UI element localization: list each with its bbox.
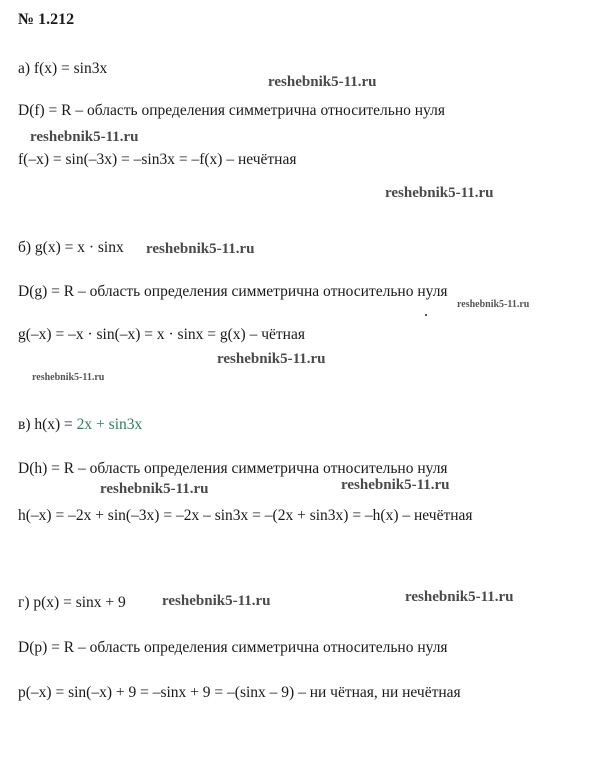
part-a-parity-check: f(–x) = sin(–3x) = –sin3x = –f(x) – нечётная (18, 151, 297, 168)
watermark: reshebnik5-11.ru (30, 129, 139, 145)
watermark: reshebnik5-11.ru (405, 589, 514, 605)
part-c-function-prefix: в) h(x) = (18, 416, 77, 433)
part-a-domain: D(f) = R – область определения симметрична относительно нуля (18, 102, 445, 119)
watermark: reshebnik5-11.ru (268, 74, 377, 90)
part-d-domain: D(p) = R – область определения симметрична относительно нуля (18, 639, 448, 656)
part-b-function: б) g(x) = x · sinx (18, 239, 124, 256)
watermark: reshebnik5-11.ru (341, 477, 450, 493)
watermark: reshebnik5-11.ru (146, 241, 255, 257)
part-b-domain: D(g) = R – область определения симметрична относительно нуля (18, 283, 448, 300)
part-a-function: а) f(x) = sin3x (18, 60, 108, 77)
problem-title: № 1.212 (18, 11, 75, 28)
part-b-parity-check: g(–x) = –x · sin(–x) = x · sinx = g(x) – чётная (18, 326, 305, 343)
stray-dot (425, 314, 427, 316)
part-d-parity-check: p(–x) = sin(–x) + 9 = –sinx + 9 = –(sinx – 9) – ни чётная, ни нечётная (18, 684, 461, 701)
part-c-function-highlight: 2x + sin3x (76, 416, 143, 433)
part-c-parity-check: h(–x) = –2x + sin(–3x) = –2x – sin3x = –(2x + sin3x) = –h(x) – нечётная (18, 507, 473, 524)
watermark: reshebnik5-11.ru (162, 593, 271, 609)
part-c-function (18, 417, 142, 433)
watermark: reshebnik5-11.ru (385, 185, 494, 201)
part-d-function: г) p(x) = sinx + 9 (18, 594, 126, 611)
watermark: reshebnik5-11.ru (217, 351, 326, 367)
watermark: reshebnik5-11.ru (457, 299, 530, 310)
part-c-domain: D(h) = R – область определения симметрична относительно нуля (18, 460, 448, 477)
watermark: reshebnik5-11.ru (100, 481, 209, 497)
watermark: reshebnik5-11.ru (32, 372, 105, 383)
